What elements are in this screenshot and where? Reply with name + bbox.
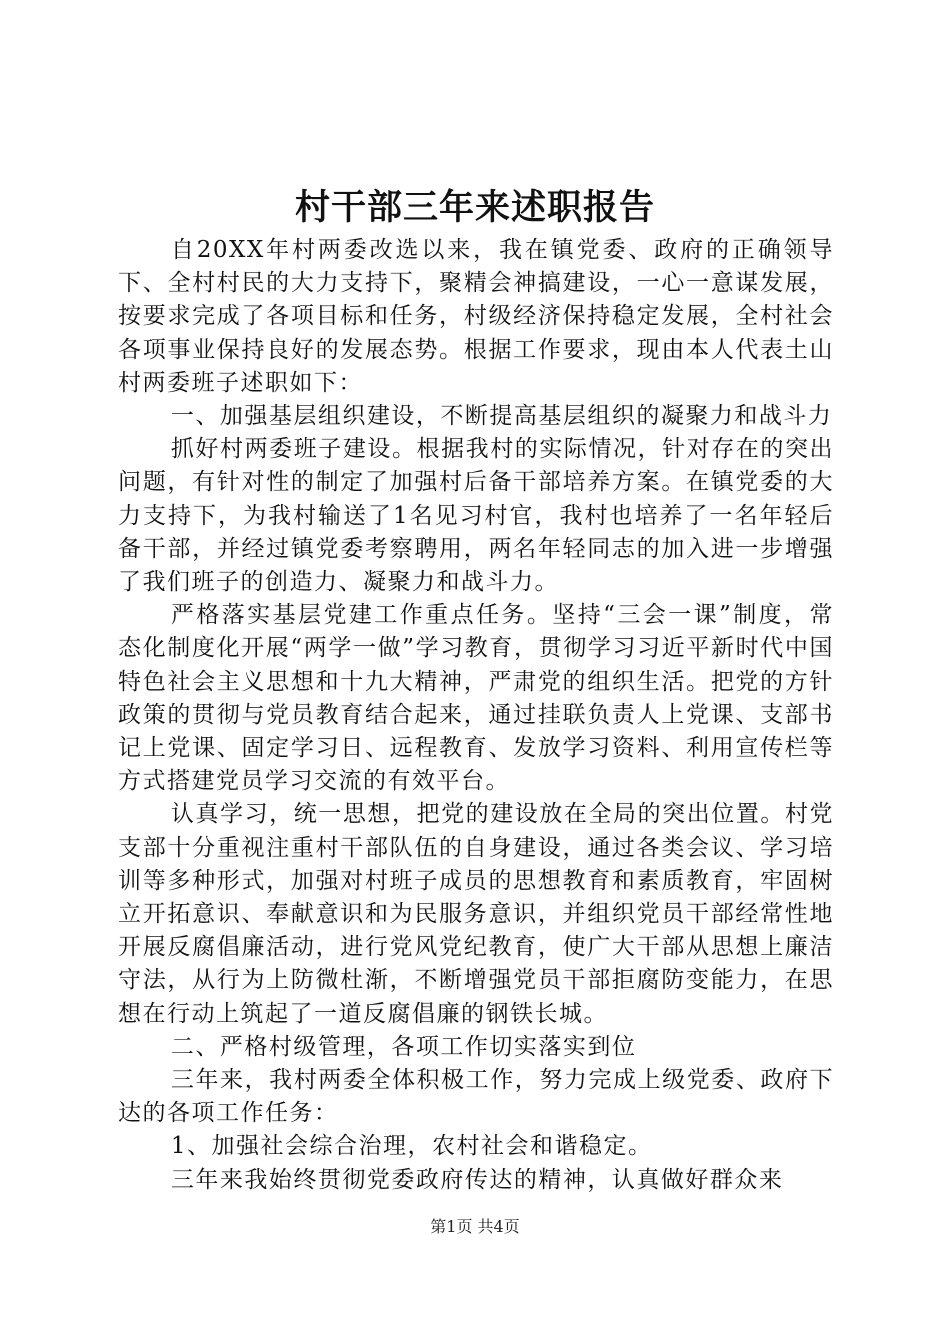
paragraph-party-tasks: 严格落实基层党建工作重点任务。坚持“三会一课”制度，常态化制度化开展“两学一做”学习教育，贯彻学习习近平新时代中国特色社会主义思想和十九大精神，严肃党的组织生活。把党的方针政策的贯彻与党员教育结合起来，通过挂联负责人上党课、支部书记上党课、固定学习日、远程教育、发放学习资料、利用宣传栏等方式搭建党员学习交流的有效平台。 — [118, 602, 834, 795]
document-body — [118, 234, 834, 1197]
document-title: 村干部三年来述职报告 — [294, 187, 655, 228]
paragraph-intro: 自20XX年村两委改选以来，我在镇党委、政府的正确领导下、全村村民的大力支持下，聚精会神搞建设，一心一意谋发展，按要求完成了各项目标和任务，村级经济保持稳定发展，全村社会各项事业保持良好的发展态势。根据工作要求，现由本人代表土山村两委班子述职如下： — [118, 237, 834, 396]
page-number-footer: 第1页 共4页 — [430, 1217, 520, 1236]
section-heading-1: 一、加强基层组织建设，不断提高基层组织的凝聚力和战斗力 — [170, 403, 833, 430]
subsection-heading-1: 1、加强社会综合治理，农村社会和谐稳定。 — [170, 1133, 653, 1160]
section-heading-2: 二、严格村级管理，各项工作切实落实到位 — [170, 1033, 637, 1060]
paragraph-study: 认真学习，统一思想，把党的建设放在全局的突出位置。村党支部十分重视注重村干部队伍的自身建设，通过各类会议、学习培训等多种形式，加强对村班子成员的思想教育和素质教育，牢固树立开拓意识、奉献意识和为民服务意识，并组织党员干部经常性地开展反腐倡廉活动，进行党风党纪教育，使广大干部从思想上廉洁守法，从行为上防微杜渐，不断增强党员干部拒腐防变能力，在思想在行动上筑起了一道反腐倡廉的钢铁长城。 — [118, 801, 834, 1027]
paragraph-continued: 三年来我始终贯彻党委政府传达的精神，认真做好群众来 — [170, 1166, 784, 1193]
paragraph-team-building: 抓好村两委班子建设。根据我村的实际情况，针对存在的突出问题，有针对性的制定了加强村后备干部培养方案。在镇党委的大力支持下，为我村输送了1名见习村官，我村也培养了一名年轻后备干部，并经过镇党委考察聘用，两名年轻同志的加入进一步增强了我们班子的创造力、凝聚力和战斗力。 — [118, 436, 834, 596]
paragraph-three-years: 三年来，我村两委全体积极工作，努力完成上级党委、政府下达的各项工作任务： — [118, 1067, 834, 1127]
